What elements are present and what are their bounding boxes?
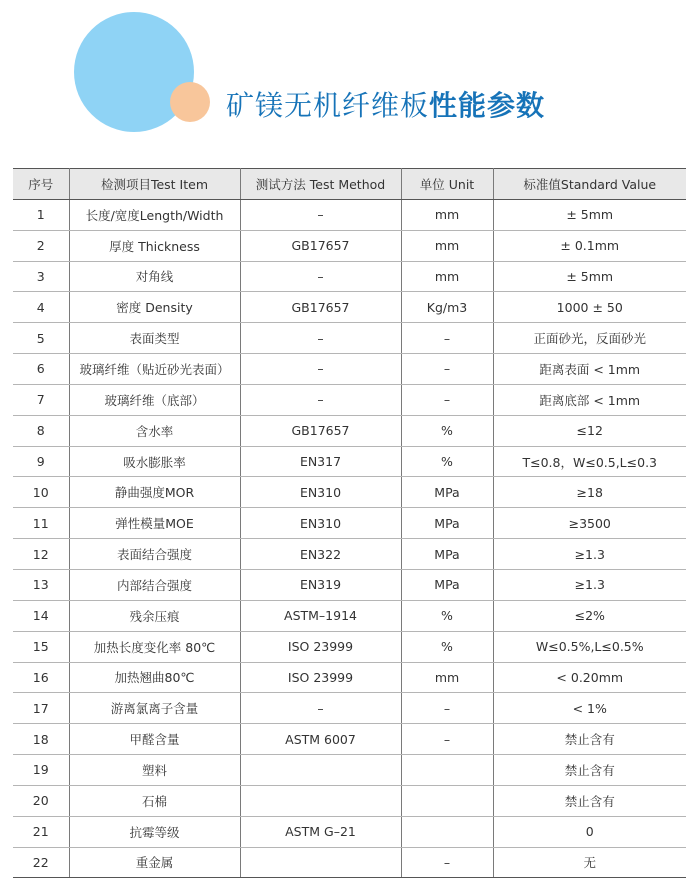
- cell-index: 11: [13, 508, 69, 539]
- table-row: [13, 693, 686, 724]
- cell-unit: –: [401, 724, 493, 755]
- header-unit: 单位 Unit: [401, 169, 493, 200]
- table-body: [13, 199, 686, 878]
- table-row: [13, 230, 686, 261]
- cell-standard-value: ≥3500: [493, 508, 686, 539]
- cell-unit: MPa: [401, 569, 493, 600]
- cell-test-item: 长度/宽度Length/Width: [69, 199, 240, 230]
- cell-test-item: 加热长度变化率 80℃: [69, 631, 240, 662]
- cell-index: 17: [13, 693, 69, 724]
- table-row: [13, 724, 686, 755]
- cell-test-method: –: [240, 199, 401, 230]
- cell-test-method: ASTM–1914: [240, 600, 401, 631]
- cell-test-item: 加热翘曲80℃: [69, 662, 240, 693]
- page-title-emphasis: 性能参数: [429, 89, 546, 122]
- cell-test-item: 吸水膨胀率: [69, 446, 240, 477]
- page-title-product: 矿镁无机纤维板: [226, 89, 430, 122]
- table-row: [13, 539, 686, 570]
- cell-test-method: –: [240, 384, 401, 415]
- cell-test-item: 游离氯离子含量: [69, 693, 240, 724]
- table-header-row: [13, 169, 686, 200]
- cell-test-item: 表面结合强度: [69, 539, 240, 570]
- table-row: [13, 323, 686, 354]
- cell-index: 12: [13, 539, 69, 570]
- header-test-item: 检测项目Test Item: [69, 169, 240, 200]
- cell-index: 9: [13, 446, 69, 477]
- cell-test-method: –: [240, 323, 401, 354]
- cell-test-item: 厚度 Thickness: [69, 230, 240, 261]
- cell-index: 18: [13, 724, 69, 755]
- cell-unit: mm: [401, 662, 493, 693]
- cell-test-method: –: [240, 354, 401, 385]
- cell-test-method: [240, 785, 401, 816]
- cell-test-item: 抗霉等级: [69, 816, 240, 847]
- cell-standard-value: 禁止含有: [493, 755, 686, 786]
- cell-test-item: 密度 Density: [69, 292, 240, 323]
- cell-test-method: ISO 23999: [240, 631, 401, 662]
- cell-test-item: 残余压痕: [69, 600, 240, 631]
- cell-unit: [401, 785, 493, 816]
- cell-index: 3: [13, 261, 69, 292]
- cell-standard-value: ≤2%: [493, 600, 686, 631]
- cell-test-item: 含水率: [69, 415, 240, 446]
- table-row: [13, 631, 686, 662]
- cell-unit: MPa: [401, 508, 493, 539]
- cell-test-item: 石棉: [69, 785, 240, 816]
- cell-unit: –: [401, 384, 493, 415]
- table-row: [13, 755, 686, 786]
- cell-index: 5: [13, 323, 69, 354]
- decorative-circle-small: [170, 82, 210, 122]
- cell-unit: mm: [401, 199, 493, 230]
- table-row: [13, 785, 686, 816]
- cell-index: 2: [13, 230, 69, 261]
- cell-standard-value: T≤0.8，W≤0.5,L≤0.3: [493, 446, 686, 477]
- cell-test-method: EN310: [240, 477, 401, 508]
- cell-standard-value: ≤12: [493, 415, 686, 446]
- table-row: [13, 477, 686, 508]
- cell-unit: [401, 816, 493, 847]
- table-row: [13, 446, 686, 477]
- cell-standard-value: 禁止含有: [493, 724, 686, 755]
- cell-unit: –: [401, 693, 493, 724]
- cell-unit: %: [401, 631, 493, 662]
- cell-test-item: 对角线: [69, 261, 240, 292]
- cell-index: 13: [13, 569, 69, 600]
- cell-index: 16: [13, 662, 69, 693]
- cell-index: 1: [13, 199, 69, 230]
- cell-standard-value: 0: [493, 816, 686, 847]
- cell-unit: –: [401, 323, 493, 354]
- spec-table: [13, 168, 686, 878]
- table-row: [13, 354, 686, 385]
- cell-standard-value: 无: [493, 847, 686, 878]
- table-row: [13, 662, 686, 693]
- cell-unit: MPa: [401, 477, 493, 508]
- cell-test-method: GB17657: [240, 292, 401, 323]
- table-row: [13, 847, 686, 878]
- cell-test-item: 表面类型: [69, 323, 240, 354]
- table-row: [13, 199, 686, 230]
- cell-index: 10: [13, 477, 69, 508]
- cell-standard-value: 距离表面 < 1mm: [493, 354, 686, 385]
- cell-index: 21: [13, 816, 69, 847]
- table-row: [13, 569, 686, 600]
- cell-standard-value: < 0.20mm: [493, 662, 686, 693]
- cell-unit: [401, 755, 493, 786]
- cell-test-item: 玻璃纤维（底部）: [69, 384, 240, 415]
- cell-standard-value: ≥1.3: [493, 539, 686, 570]
- cell-test-item: 重金属: [69, 847, 240, 878]
- cell-unit: %: [401, 446, 493, 477]
- page-title: [226, 86, 545, 126]
- cell-standard-value: 正面砂光，反面砂光: [493, 323, 686, 354]
- cell-test-method: GB17657: [240, 230, 401, 261]
- cell-test-method: ASTM 6007: [240, 724, 401, 755]
- cell-index: 7: [13, 384, 69, 415]
- cell-test-method: EN322: [240, 539, 401, 570]
- cell-unit: Kg/m3: [401, 292, 493, 323]
- cell-test-method: EN319: [240, 569, 401, 600]
- cell-unit: MPa: [401, 539, 493, 570]
- cell-unit: %: [401, 600, 493, 631]
- cell-standard-value: ≥1.3: [493, 569, 686, 600]
- cell-test-method: ASTM G–21: [240, 816, 401, 847]
- table-row: [13, 384, 686, 415]
- table-row: [13, 816, 686, 847]
- cell-standard-value: ± 0.1mm: [493, 230, 686, 261]
- cell-test-method: ISO 23999: [240, 662, 401, 693]
- cell-unit: mm: [401, 230, 493, 261]
- header-test-method: 测试方法 Test Method: [240, 169, 401, 200]
- cell-test-method: EN317: [240, 446, 401, 477]
- cell-index: 20: [13, 785, 69, 816]
- table-row: [13, 261, 686, 292]
- cell-test-method: –: [240, 693, 401, 724]
- cell-standard-value: W≤0.5%,L≤0.5%: [493, 631, 686, 662]
- cell-test-item: 内部结合强度: [69, 569, 240, 600]
- header-index: 序号: [13, 169, 69, 200]
- table-row: [13, 508, 686, 539]
- cell-index: 14: [13, 600, 69, 631]
- cell-index: 4: [13, 292, 69, 323]
- table-row: [13, 600, 686, 631]
- table-row: [13, 292, 686, 323]
- cell-test-method: [240, 755, 401, 786]
- cell-index: 6: [13, 354, 69, 385]
- cell-test-item: 静曲强度MOR: [69, 477, 240, 508]
- cell-unit: %: [401, 415, 493, 446]
- cell-test-method: EN310: [240, 508, 401, 539]
- cell-test-method: GB17657: [240, 415, 401, 446]
- cell-test-method: [240, 847, 401, 878]
- cell-standard-value: < 1%: [493, 693, 686, 724]
- cell-test-item: 甲醛含量: [69, 724, 240, 755]
- header-standard-value: 标准值Standard Value: [493, 169, 686, 200]
- cell-unit: –: [401, 847, 493, 878]
- cell-index: 22: [13, 847, 69, 878]
- cell-index: 19: [13, 755, 69, 786]
- cell-standard-value: 禁止含有: [493, 785, 686, 816]
- cell-standard-value: 1000 ± 50: [493, 292, 686, 323]
- cell-standard-value: ≥18: [493, 477, 686, 508]
- cell-standard-value: ± 5mm: [493, 199, 686, 230]
- cell-unit: mm: [401, 261, 493, 292]
- cell-test-item: 玻璃纤维（贴近砂光表面）: [69, 354, 240, 385]
- cell-standard-value: ± 5mm: [493, 261, 686, 292]
- cell-test-item: 弹性模量MOE: [69, 508, 240, 539]
- cell-unit: –: [401, 354, 493, 385]
- table-row: [13, 415, 686, 446]
- cell-test-method: –: [240, 261, 401, 292]
- cell-standard-value: 距离底部 < 1mm: [493, 384, 686, 415]
- cell-test-item: 塑料: [69, 755, 240, 786]
- cell-index: 15: [13, 631, 69, 662]
- cell-index: 8: [13, 415, 69, 446]
